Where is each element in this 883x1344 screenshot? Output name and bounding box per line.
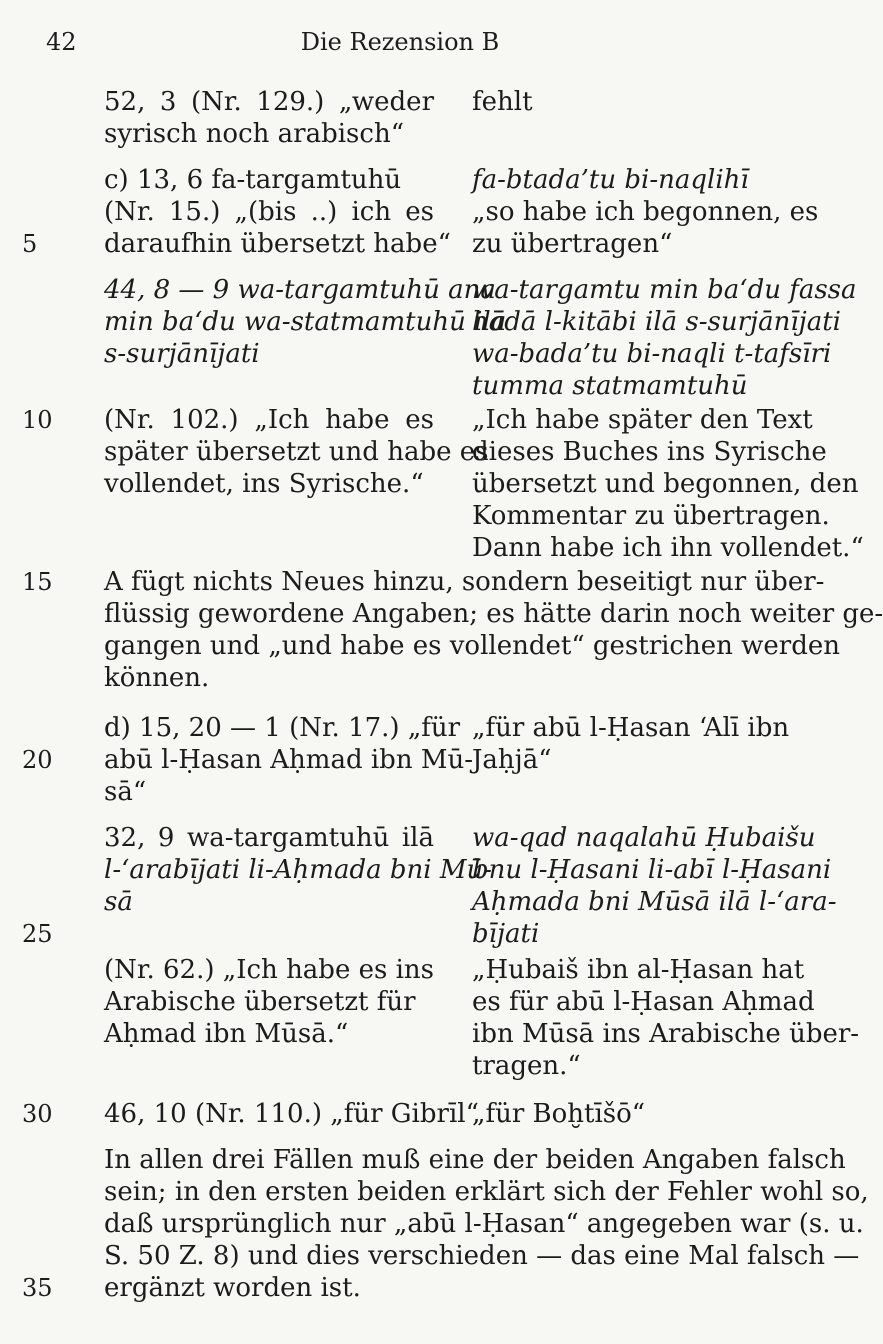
b7-right-line-3: ibn Mūsā ins Arabische über- [472,1019,860,1049]
line-number-10: 10 [22,406,53,434]
p1-line-3: gangen und „und habe es vollendet“ gestrichen werden [104,631,840,661]
b3-left-line-1: 44, 8 — 9 wa-targamtuhū ana [104,275,496,305]
b3-right-line-4: tumma statmamtuhū [472,371,748,401]
b7-left-line-3: Aḥmad ibn Mūsā.“ [104,1019,349,1049]
b8-left-line-1: 46, 10 (Nr. 110.) „für Gibrīl“ [104,1099,479,1129]
b4-right-line-4: Kommentar zu übertragen. [472,501,830,531]
b2-right-line-2: „so habe ich begonnen, es [472,197,819,227]
b3-right-line-1: wa-targamtu min ba‘du fassa [472,275,857,305]
b4-left-line-1: (Nr. 102.) „Ich habe es [104,405,434,435]
b4-left-line-2: später übersetzt und habe es [104,437,489,467]
b1-left-line-2: syrisch noch arabisch“ [104,119,404,149]
b7-right-line-2: es für abū l-Ḥasan Aḥmad [472,987,815,1017]
b6-left-line-3: sā [104,887,133,917]
b4-right-line-1: „Ich habe später den Text [472,405,813,435]
b6-right-line-4: bījati [472,919,540,949]
b4-left-line-3: vollendet, ins Syrische.“ [104,469,424,499]
b4-right-line-5: Dann habe ich ihn vollendet.“ [472,533,864,563]
p2-line-2: sein; in den ersten beiden erklärt sich der Fehler wohl so, [104,1177,869,1207]
p1-line-1: A fügt nichts Neues hinzu, sondern beseitigt nur über- [104,567,825,597]
line-number-20: 20 [22,746,53,774]
b5-right-line-1: „für abū l-Ḥasan ‘Alī ibn [472,713,790,743]
p2-line-5: ergänzt worden ist. [104,1273,361,1303]
b7-left-line-1: (Nr. 62.) „Ich habe es ins [104,955,435,985]
p1-line-4: können. [104,663,210,693]
b1-left-line-1: 52, 3 (Nr. 129.) „weder [104,87,434,117]
b5-left-line-2: abū l-Ḥasan Aḥmad ibn Mū- [104,745,473,775]
b3-left-line-2: min ba‘du wa-statmamtuhū ilā [104,307,507,337]
b3-right-line-3: wa-bada’tu bi-naqli t-tafsīri [472,339,832,369]
b4-right-line-2: dieses Buches ins Syrische [472,437,827,467]
b6-left-line-2: l-‘arabījati li-Aḥmada bni Mū- [104,855,492,885]
line-number-35: 35 [22,1274,53,1302]
line-number-30: 30 [22,1100,53,1128]
b5-left-line-1: d) 15, 20 — 1 (Nr. 17.) „für [104,713,461,743]
line-number-5: 5 [22,230,38,258]
b6-right-line-3: Aḥmada bni Mūsā ilā l-‘ara- [472,887,837,917]
b3-right-line-2: hādā l-kitābi ilā s-surjānījati [472,307,841,337]
p2-line-4: S. 50 Z. 8) und dies verschieden — das eine Mal falsch — [104,1241,860,1271]
b8-right-line-1: „für Boḫtīšō“ [472,1099,646,1129]
b1-right-line-1: fehlt [472,87,533,117]
running-title: Die Rezension B [300,28,500,56]
b6-left-line-1-text: 32, 9 wa-targamtuhū ilā [104,823,434,853]
b6-left-line-1 [104,822,434,854]
b2-left-line-1: c) 13, 6 fa-targamtuhū [104,165,402,195]
p2-line-3: daß ursprünglich nur „abū l-Ḥasan“ angegeben war (s. u. [104,1209,864,1239]
b7-right-line-4: tragen.“ [472,1051,581,1081]
b6-right-line-1: wa-qad naqalahū Ḥubaišu [472,823,816,853]
p1-line-2: flüssig gewordene Angaben; es hätte darin noch weiter ge- [104,599,883,629]
b5-left-line-3: sā“ [104,777,147,807]
b6-right-line-2: bnu l-Ḥasani li-abī l-Ḥasani [472,855,832,885]
page-number: 42 [46,28,77,56]
b7-left-line-2: Arabische übersetzt für [104,987,416,1017]
b2-left-line-3: daraufhin übersetzt habe“ [104,229,451,259]
b2-right-line-1: fa-btada’tu bi-naqlihī [472,165,749,195]
line-number-25: 25 [22,920,53,948]
b2-right-line-3: zu übertragen“ [472,229,673,259]
b3-left-line-3: s-surjānījati [104,339,260,369]
b5-right-line-2: Jaḥjā“ [472,745,552,775]
b7-right-line-1: „Ḥubaiš ibn al-Ḥasan hat [472,955,805,985]
b4-right-line-3: übersetzt und begonnen, den [472,469,859,499]
b2-left-line-2: (Nr. 15.) „(bis ..) ich es [104,197,434,227]
line-number-15: 15 [22,568,53,596]
p2-line-1: In allen drei Fällen muß eine der beiden Angaben falsch [104,1145,846,1175]
